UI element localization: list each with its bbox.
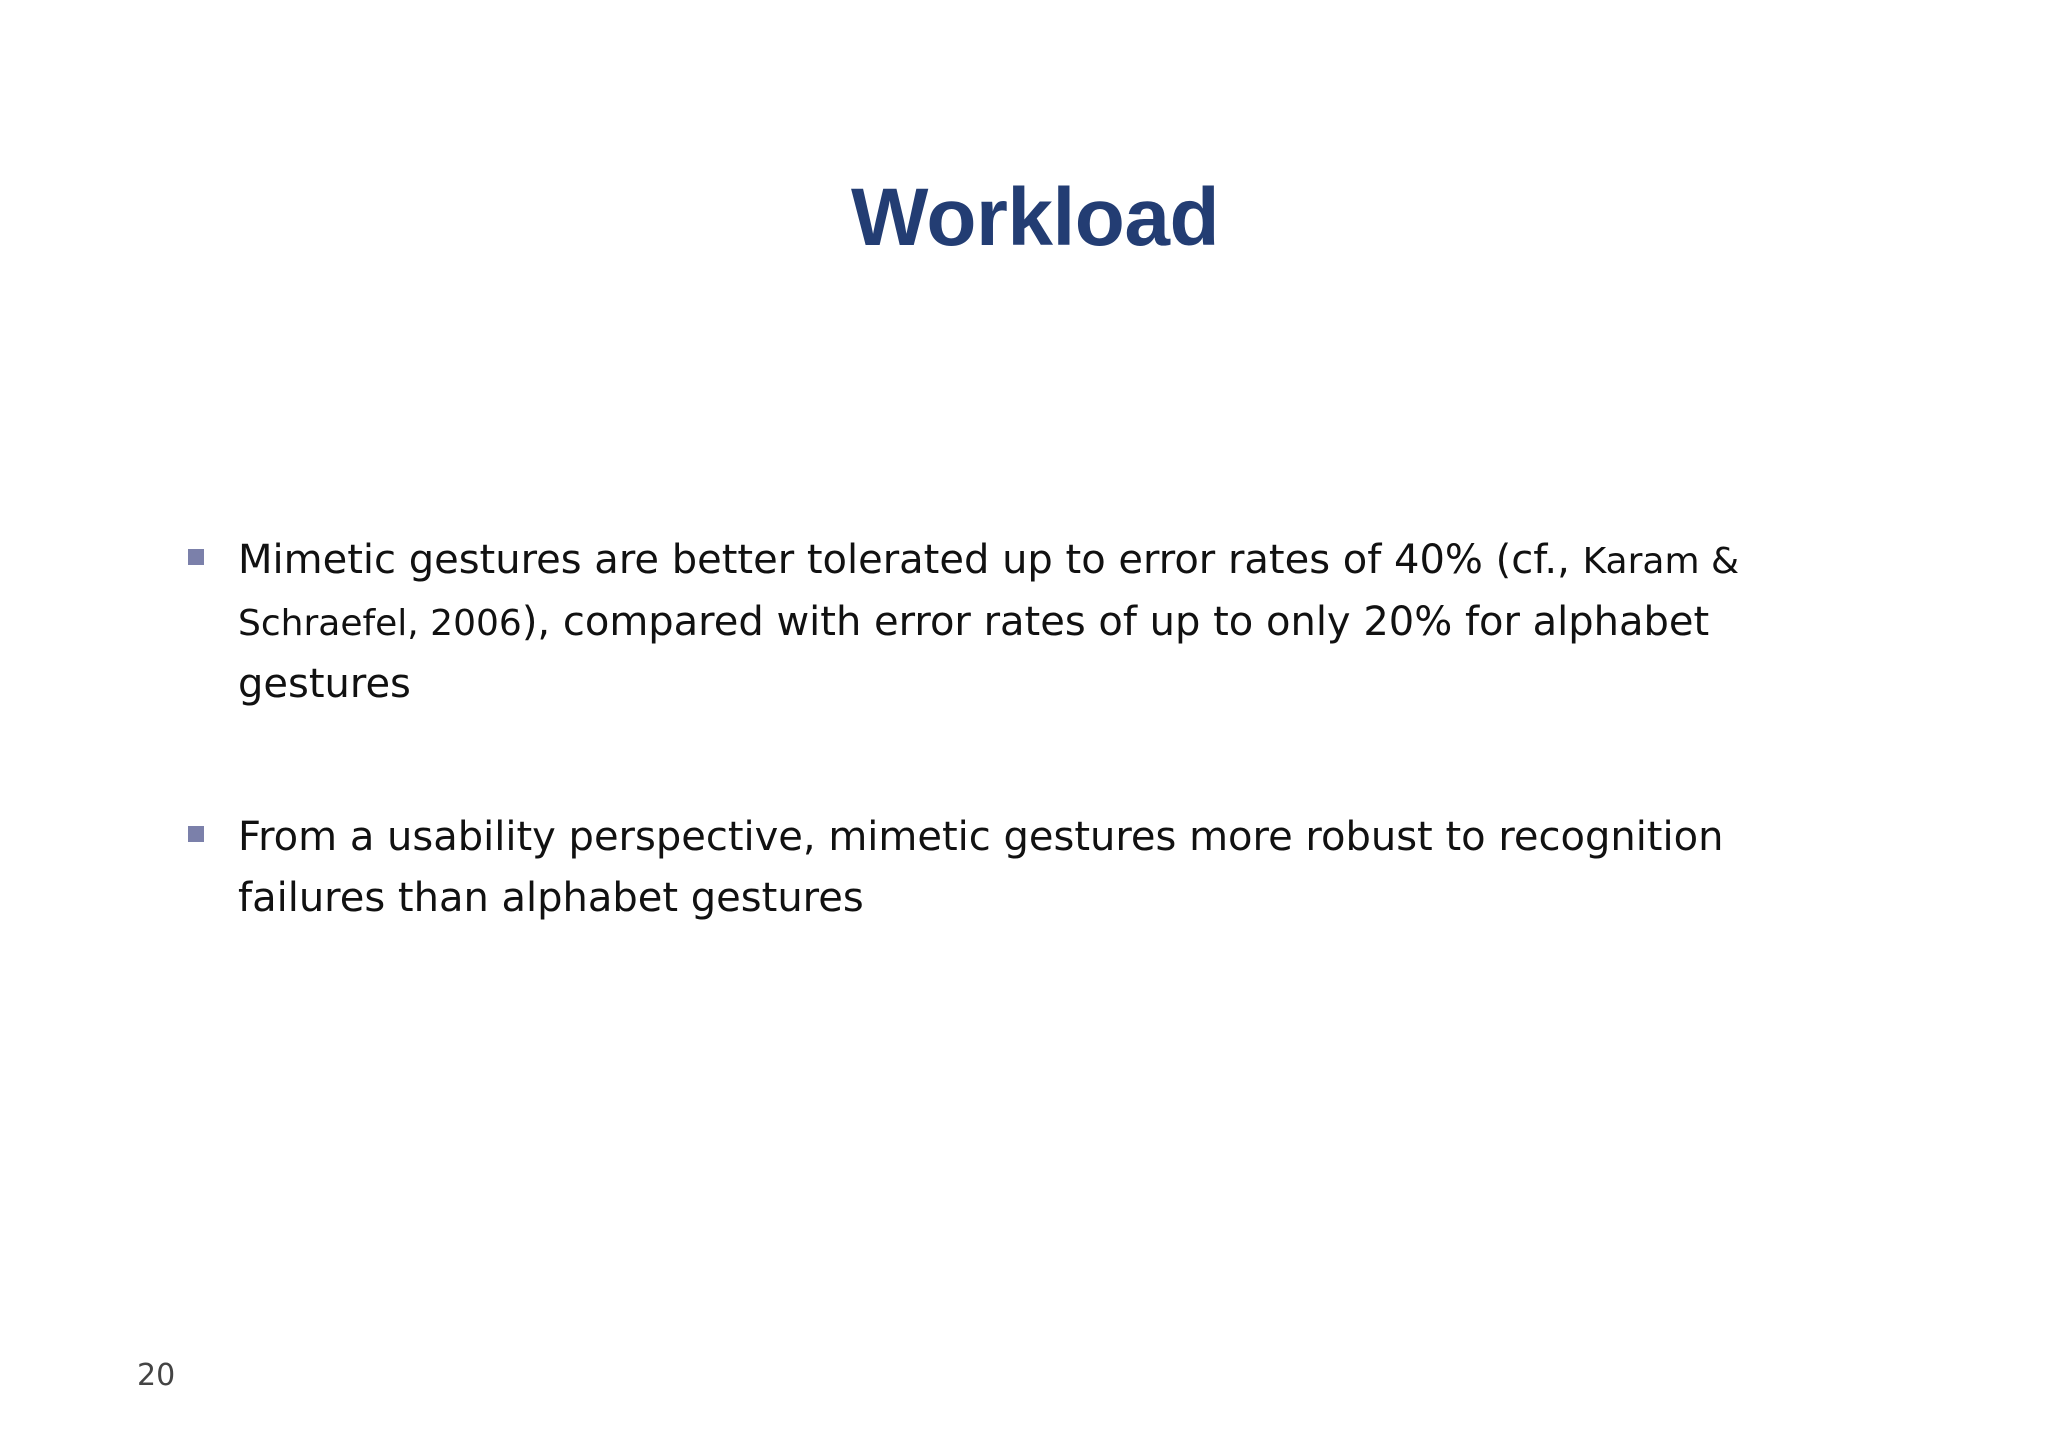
bullet-list [186, 530, 1826, 1021]
square-bullet-icon [188, 549, 204, 565]
bullet-text: Mimetic gestures are better tolerated up to error rates of 40% (cf., [238, 537, 1583, 583]
citation: Karam & Schraefel, 2006 [238, 541, 1740, 644]
square-bullet-icon [188, 826, 204, 842]
slide-title: Workload [850, 172, 1220, 263]
bullet-text: From a usability perspective, mimetic gestures more robust to recognition failures than alphabet gestures [238, 814, 1724, 921]
bullet-item [186, 807, 1826, 929]
bullet-item [186, 530, 1826, 715]
page-number: 20 [137, 1358, 176, 1393]
bullet-text-continued: ), compared with error rates of up to only 20% for alphabet gestures [238, 599, 1710, 707]
